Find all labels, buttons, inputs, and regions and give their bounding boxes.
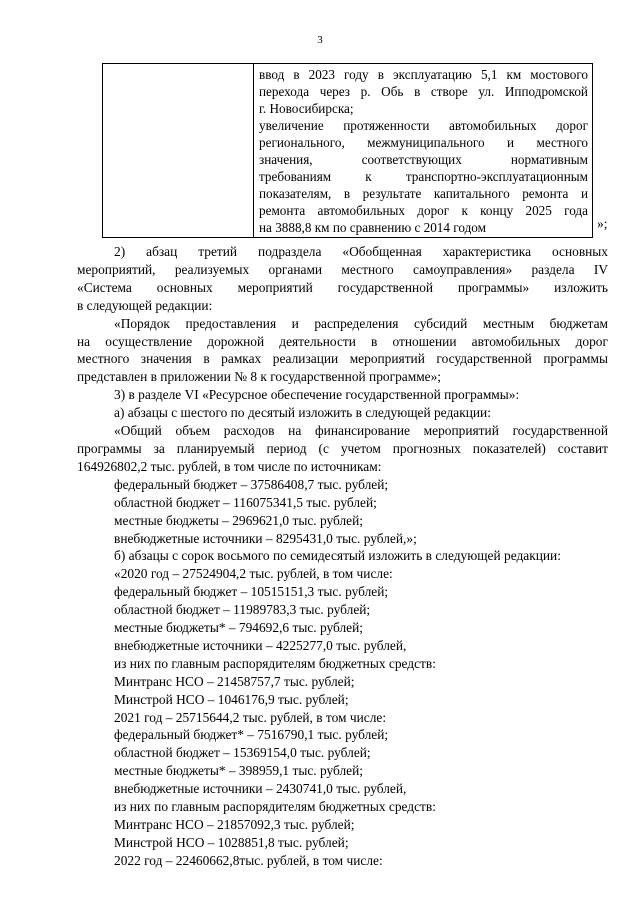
table-cell-line: г. Новосибирска; (259, 101, 354, 116)
paragraph-line: на осуществление дорожной деятельности в отношении автомобильных дорог (77, 333, 608, 349)
list-line: местные бюджеты – 2969621,0 тыс. рублей; (114, 512, 363, 528)
table-cell-line: показателям, в результате капитального ремонта и (259, 186, 588, 201)
list-line: Минстрой НСО – 1028851,8 тыс. рублей; (114, 834, 349, 850)
paragraph-line: 2) абзац третий подраздела «Обобщенная характеристика основных (114, 244, 608, 259)
list-line: из них по главным распорядителям бюджетных средств: (114, 655, 436, 671)
list-line: местные бюджеты* – 398959,1 тыс. рублей; (114, 763, 363, 779)
paragraph-line: представлен в приложении № 8 к государственной программе»; (77, 369, 442, 385)
table-cell-line: увеличение протяженности автомобильных дорог (259, 118, 588, 133)
paragraph-line: 3) в разделе VI «Ресурсное обеспечение государственной программы»: (114, 387, 520, 403)
list-line: Минтранс НСО – 21857092,3 тыс. рублей; (114, 817, 355, 832)
paragraph-line: местного значения в рамках реализации мероприятий государственной программы (77, 351, 608, 367)
paragraph-line: в следующей редакции: (77, 297, 213, 313)
table-cell-line: регионального, межмуниципального и местного (259, 135, 588, 150)
table-cell-line: ремонта автомобильных дорог к концу 2025 года (259, 203, 588, 218)
page-number: 3 (317, 34, 323, 46)
list-line: 2022 год – 22460662,8тыс. рублей, в том числе: (114, 852, 383, 868)
paragraph-line: «Общий объем расходов на финансирование мероприятий государственной (114, 423, 608, 439)
table-cell-line: ввод в 2023 году в эксплуатацию 5,1 км мостового (259, 67, 588, 82)
table-cell-empty (103, 64, 254, 238)
list-line: 2021 год – 25715644,2 тыс. рублей, в том числе: (114, 709, 387, 725)
paragraph-line: «Порядок предоставления и распределения субсидий местным бюджетам (114, 315, 608, 331)
paragraph-line: «Система основных мероприятий государственной программы» изложить (77, 279, 608, 295)
list-line: Минтранс НСО – 21458757,7 тыс. рублей; (114, 673, 355, 689)
list-line: внебюджетные источники – 8295431,0 тыс. рублей,»; (114, 530, 417, 546)
list-line: областной бюджет – 15369154,0 тыс. рублей; (114, 745, 371, 761)
list-line: Минстрой НСО – 1046176,9 тыс. рублей; (114, 691, 349, 707)
continuation-table (102, 63, 593, 238)
paragraph-line: мероприятий, реализуемых органами местного самоуправления» раздела IV (77, 261, 608, 277)
list-line: «2020 год – 27524904,2 тыс. рублей, в том числе: (114, 566, 393, 582)
list-line: местные бюджеты* – 794692,6 тыс. рублей; (114, 620, 363, 636)
table-cell-text (254, 64, 593, 238)
table-cell-line: значения, соответствующих нормативным (259, 152, 588, 167)
list-line: внебюджетные источники – 4225277,0 тыс. рублей, (114, 637, 407, 653)
paragraph-line: 164926802,2 тыс. рублей, в том числе по источникам: (77, 458, 382, 474)
document-body (77, 243, 608, 870)
paragraph-line: программы за планируемый период (с учетом прогнозных показателей) составит (77, 440, 608, 456)
table-row (103, 64, 593, 238)
table-cell-line: требованиям к транспортно-эксплуатационным (259, 169, 588, 184)
list-line: из них по главным распорядителям бюджетных средств: (114, 799, 436, 815)
list-line: областной бюджет – 11989783,3 тыс. рублей; (114, 602, 371, 618)
list-line: федеральный бюджет* – 7516790,1 тыс. рублей; (114, 727, 389, 743)
list-line: федеральный бюджет – 10515151,3 тыс. рублей; (114, 584, 389, 600)
paragraph-line: б) абзацы с сорок восьмого по семидесятый изложить в следующей редакции: (114, 548, 561, 564)
table-closing-quote: »; (597, 216, 608, 231)
list-line: федеральный бюджет – 37586408,7 тыс. рублей; (114, 476, 389, 492)
paragraph-line: а) абзацы с шестого по десятый изложить в следующей редакции: (114, 405, 491, 421)
table-cell-line: на 3888,8 км по сравнению с 2014 годом (259, 220, 486, 235)
list-line: областной бюджет – 116075341,5 тыс. рублей; (114, 494, 377, 510)
list-line: внебюджетные источники – 2430741,0 тыс. рублей, (114, 781, 407, 797)
table-cell-line: перехода через р. Обь в створе ул. Ипподромской (259, 84, 588, 99)
